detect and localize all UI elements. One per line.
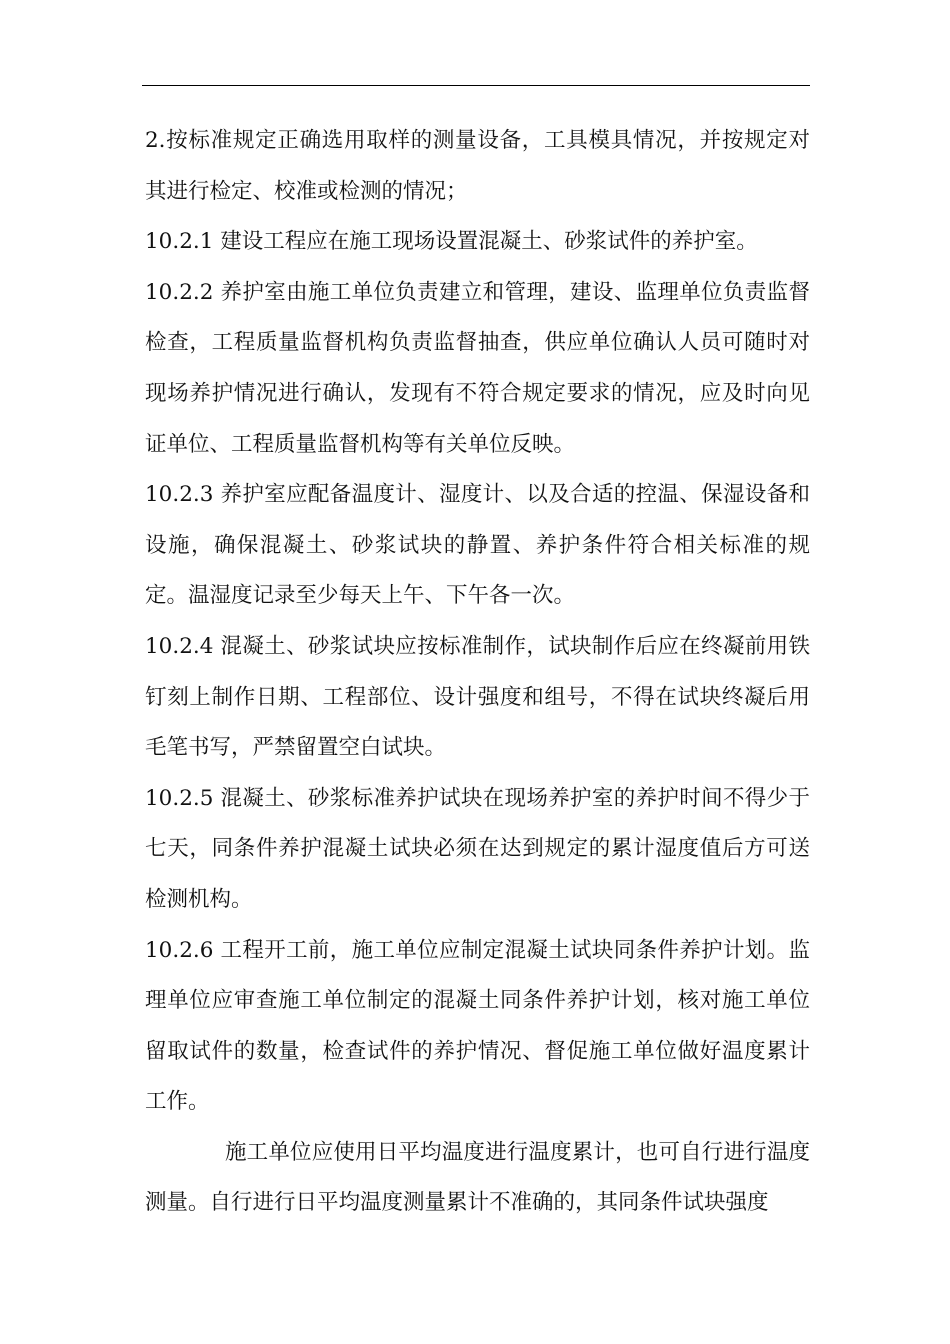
- paragraph-10-2-3: 10.2.3 养护室应配备温度计、湿度计、以及合适的控温、保湿设备和设施，确保混凝土、砂浆试块的静置、养护条件符合相关标准的规定。温湿度记录至少每天上午、下午各一次。: [145, 482, 810, 609]
- document-body: [145, 116, 810, 1229]
- paragraph-10-2-6: 10.2.6 工程开工前，施工单位应制定混凝土试块同条件养护计划。监理单位应审查施工单位制定的混凝土同条件养护计划，核对施工单位留取试件的数量，检查试件的养护情况、督促施工单位做好温度累计工作。: [145, 937, 810, 1115]
- paragraph-10-2-2: 10.2.2 养护室由施工单位负责建立和管理，建设、监理单位负责监督检查，工程质量监督机构负责监督抽查，供应单位确认人员可随时对现场养护情况进行确认，发现有不符合规定要求的情况，应及时向见证单位、工程质量监督机构等有关单位反映。: [145, 279, 810, 457]
- paragraph-10-2-4: 10.2.4 混凝土、砂浆试块应按标准制作，试块制作后应在终凝前用铁钉刻上制作日期、工程部位、设计强度和组号，不得在试块终凝后用毛笔书写，严禁留置空白试块。: [145, 633, 810, 761]
- paragraph-10-2-5: 10.2.5 混凝土、砂浆标准养护试块在现场养护室的养护时间不得少于七天，同条件养护混凝土试块必须在达到规定的累计湿度值后方可送检测机构。: [145, 785, 810, 912]
- header-rule: [142, 85, 810, 86]
- paragraph-item-2: 2.按标准规定正确选用取样的测量设备，工具模具情况，并按规定对其进行检定、校准或检测的情况；: [145, 128, 810, 204]
- paragraph-temperature-accumulation: 施工单位应使用日平均温度进行温度累计，也可自行进行温度测量。自行进行日平均温度测量累计不准确的，其同条件试块强度: [145, 1139, 810, 1216]
- paragraph-10-2-1: 10.2.1 建设工程应在施工现场设置混凝土、砂浆试件的养护室。: [145, 229, 758, 255]
